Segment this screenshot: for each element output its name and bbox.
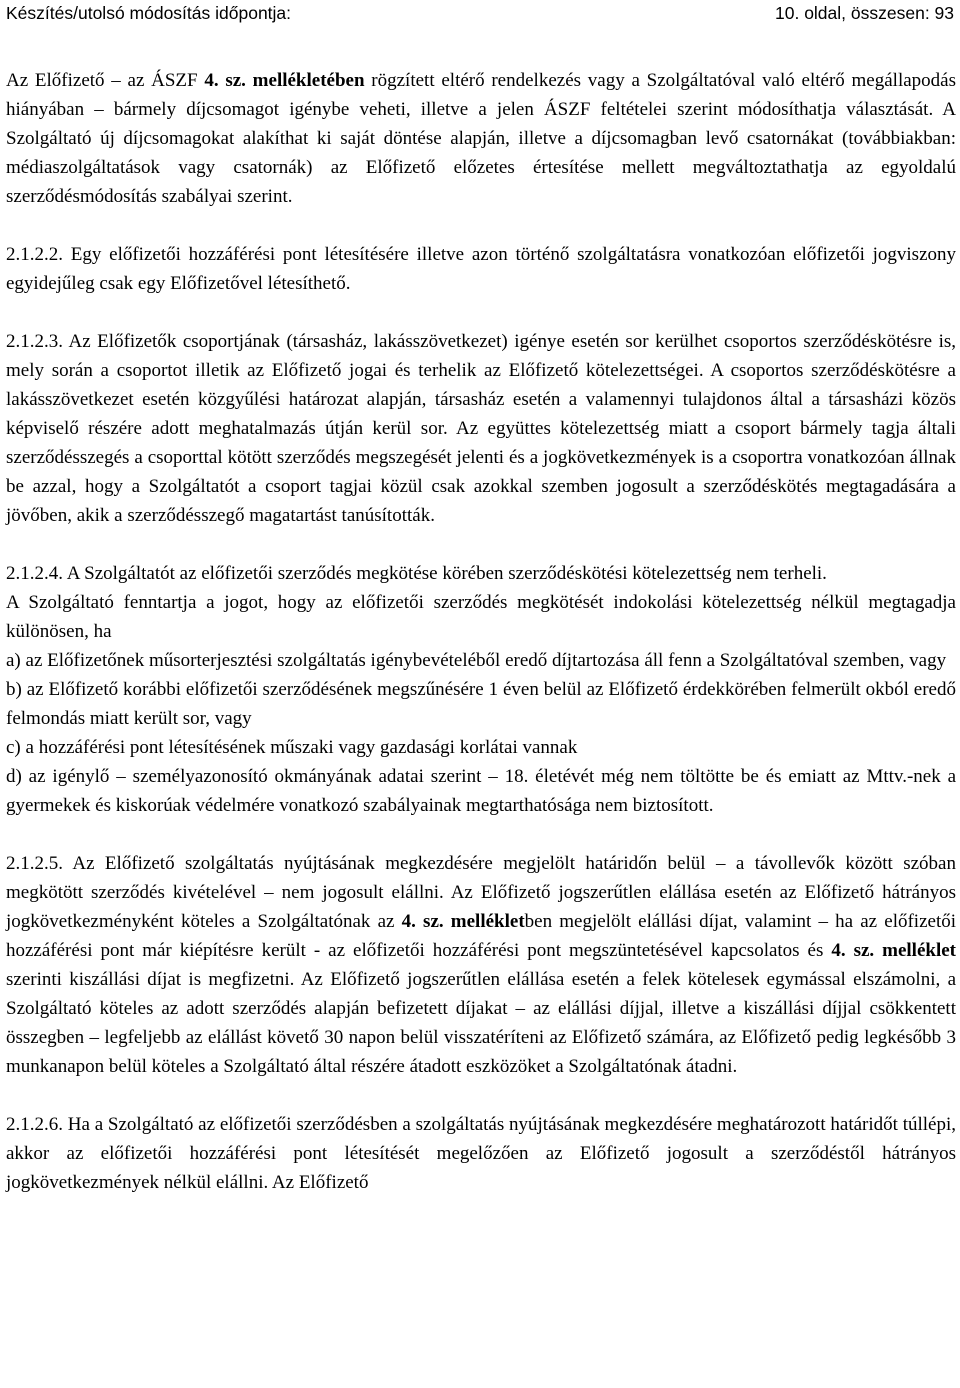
bold-reference: 4. sz. melléklet (831, 940, 956, 961)
list-item-a: a) az Előfizetőnek műsorterjesztési szolgáltatás igénybevételéből eredő díjtartozása áll fenn a Szolgáltatóval szemben, vagy (6, 650, 947, 671)
paragraph-2-1-2-4: 2.1.2.4. A Szolgáltatót az előfizetői szerződés megkötése körében szerződéskötési kötelezettség nem terheli. (6, 563, 827, 584)
bold-reference: 4. sz. melléklet (401, 911, 525, 932)
list-item-c: c) a hozzáférési pont létesítésének műszaki vagy gazdasági korlátai vannak (6, 737, 578, 758)
text-run: 2.1.2.5. Az Előfizető szolgáltatás nyújtásának megkezdésére megjelölt határidőn belül – a távollevők között szóban megkötött szerződés kivételével – nem jogosult elállni. Az Előfizető jogszerűtlen elállása esetén az Előfizető hátrányos jogkövetkezményként köteles a Szolgáltatónak az (6, 853, 956, 932)
paragraph-2-1-2-6: 2.1.2.6. Ha a Szolgáltató az előfizetői szerződésben a szolgáltatás nyújtásának megkezdésére meghatározott határidőt túllépi, akkor az előfizetői hozzáférési pont létesítését megelőzően az Előfizető jogosult a szerződéstől hátrányos jogkövetkezmények nélkül elállni. Az Előfizető (6, 1114, 956, 1193)
header-page-counter: 10. oldal, összesen: 93 (775, 3, 955, 23)
paragraph-subscription-packages (6, 66, 956, 211)
page-header (6, 0, 955, 40)
paragraph-2-1-2-2: 2.1.2.2. Egy előfizetői hozzáférési pont létesítésére illetve azon történő szolgáltatásra vonatkozóan előfizetői jogviszony egyidejűleg csak egy Előfizetővel létesíthető. (6, 244, 956, 294)
paragraph-2-1-2-5 (6, 849, 956, 1081)
list-item-b: b) az Előfizető korábbi előfizetői szerződésének megszűnésére 1 éven belül az Előfizető érdekkörében felmerült okból eredő felmondás miatt került sor, vagy (6, 679, 956, 729)
bold-reference: 4. sz. mellékletében (204, 70, 365, 91)
paragraph-2-1-2-3: 2.1.2.3. Az Előfizetők csoportjának (társasház, lakásszövetkezet) igénye esetén sor kerülhet csoportos szerződéskötésre is, mely során a csoportot illetik az Előfizető jogai és terhelik az Előfizető kötelezettségei. A csoportos szerződéskötésre a lakásszövetkezet esetén közgyűlési határozat alapján, társasház esetén a valamennyi tulajdonos által a társasházi közös képviselő részére adott meghatalmazás útján kerül sor. Az együttes kötelezettség miatt a csoport bármely tagja általi szerződésszegés a csoporttal kötött szerződés megszegését jelenti és a jogkövetkezmények is a csoportra vonatkozóan állnak be azzal, hogy a Szolgáltatót a csoport tagjai közül csak azokkal szemben jogosult a szerződéskötés megtagadására a jövőben, akik a szerződésszegő magatartást tanúsították. (6, 331, 956, 526)
header-timestamp-label: Készítés/utolsó módosítás időpontja: (6, 3, 292, 23)
text-run: rögzített eltérő rendelkezés vagy a Szolgáltatóval való eltérő megállapodás hiányában – bármely díjcsomagot igénybe veheti, illetve a jelen ÁSZF feltételei szerint módosíthatja választását. A Szolgáltató új díjcsomagokat alakíthat ki saját döntése alapján, illetve a díjcsomagban levő csatornákat (továbbiakban: médiaszolgáltatások vagy csatornák) az Előfizető előzetes értesítése mellett megváltoztathatja az egyoldalú szerződésmódosítás szabályai szerint. (6, 70, 956, 207)
text-run: ben megjelölt elállási díjat, valamint – ha az előfizetői hozzáférési pont már kiépítésre került - az előfizetői hozzáférési pont megszüntetésével kapcsolatos és (6, 911, 957, 961)
paragraph-refusal-rights: A Szolgáltató fenntartja a jogot, hogy az előfizetői szerződés megkötését indokolási kötelezettség nélkül megtagadja különösen, ha (6, 592, 956, 642)
list-item-d: d) az igénylő – személyazonosító okmányának adatai szerint – 18. életévét még nem töltötte be és emiatt az Mttv.-nek a gyermekek és kiskorúak védelmére vonatkozó szabályainak megtarthatósága nem biztosított. (6, 766, 956, 816)
text-run: Az Előfizető – az ÁSZF (6, 70, 205, 91)
text-run: szerinti kiszállási díjat is megfizetni. Az Előfizető jogszerűtlen elállása esetén a felek kötelesek egymással elszámolni, a Szolgáltató köteles az adott szerződés alapján befizetett díjakat – az elállási díjjal, illetve a kiszállási díjjal csökkentett összegben – legfeljebb az elállást követő 30 napon belül visszatéríteni az Előfizető számára, az Előfizető pedig legkésőbb 3 munkanapon belül köteles a Szolgáltató által részére átadott eszközöket a Szolgáltatónak átadni. (6, 969, 956, 1077)
document-body (6, 66, 956, 1197)
